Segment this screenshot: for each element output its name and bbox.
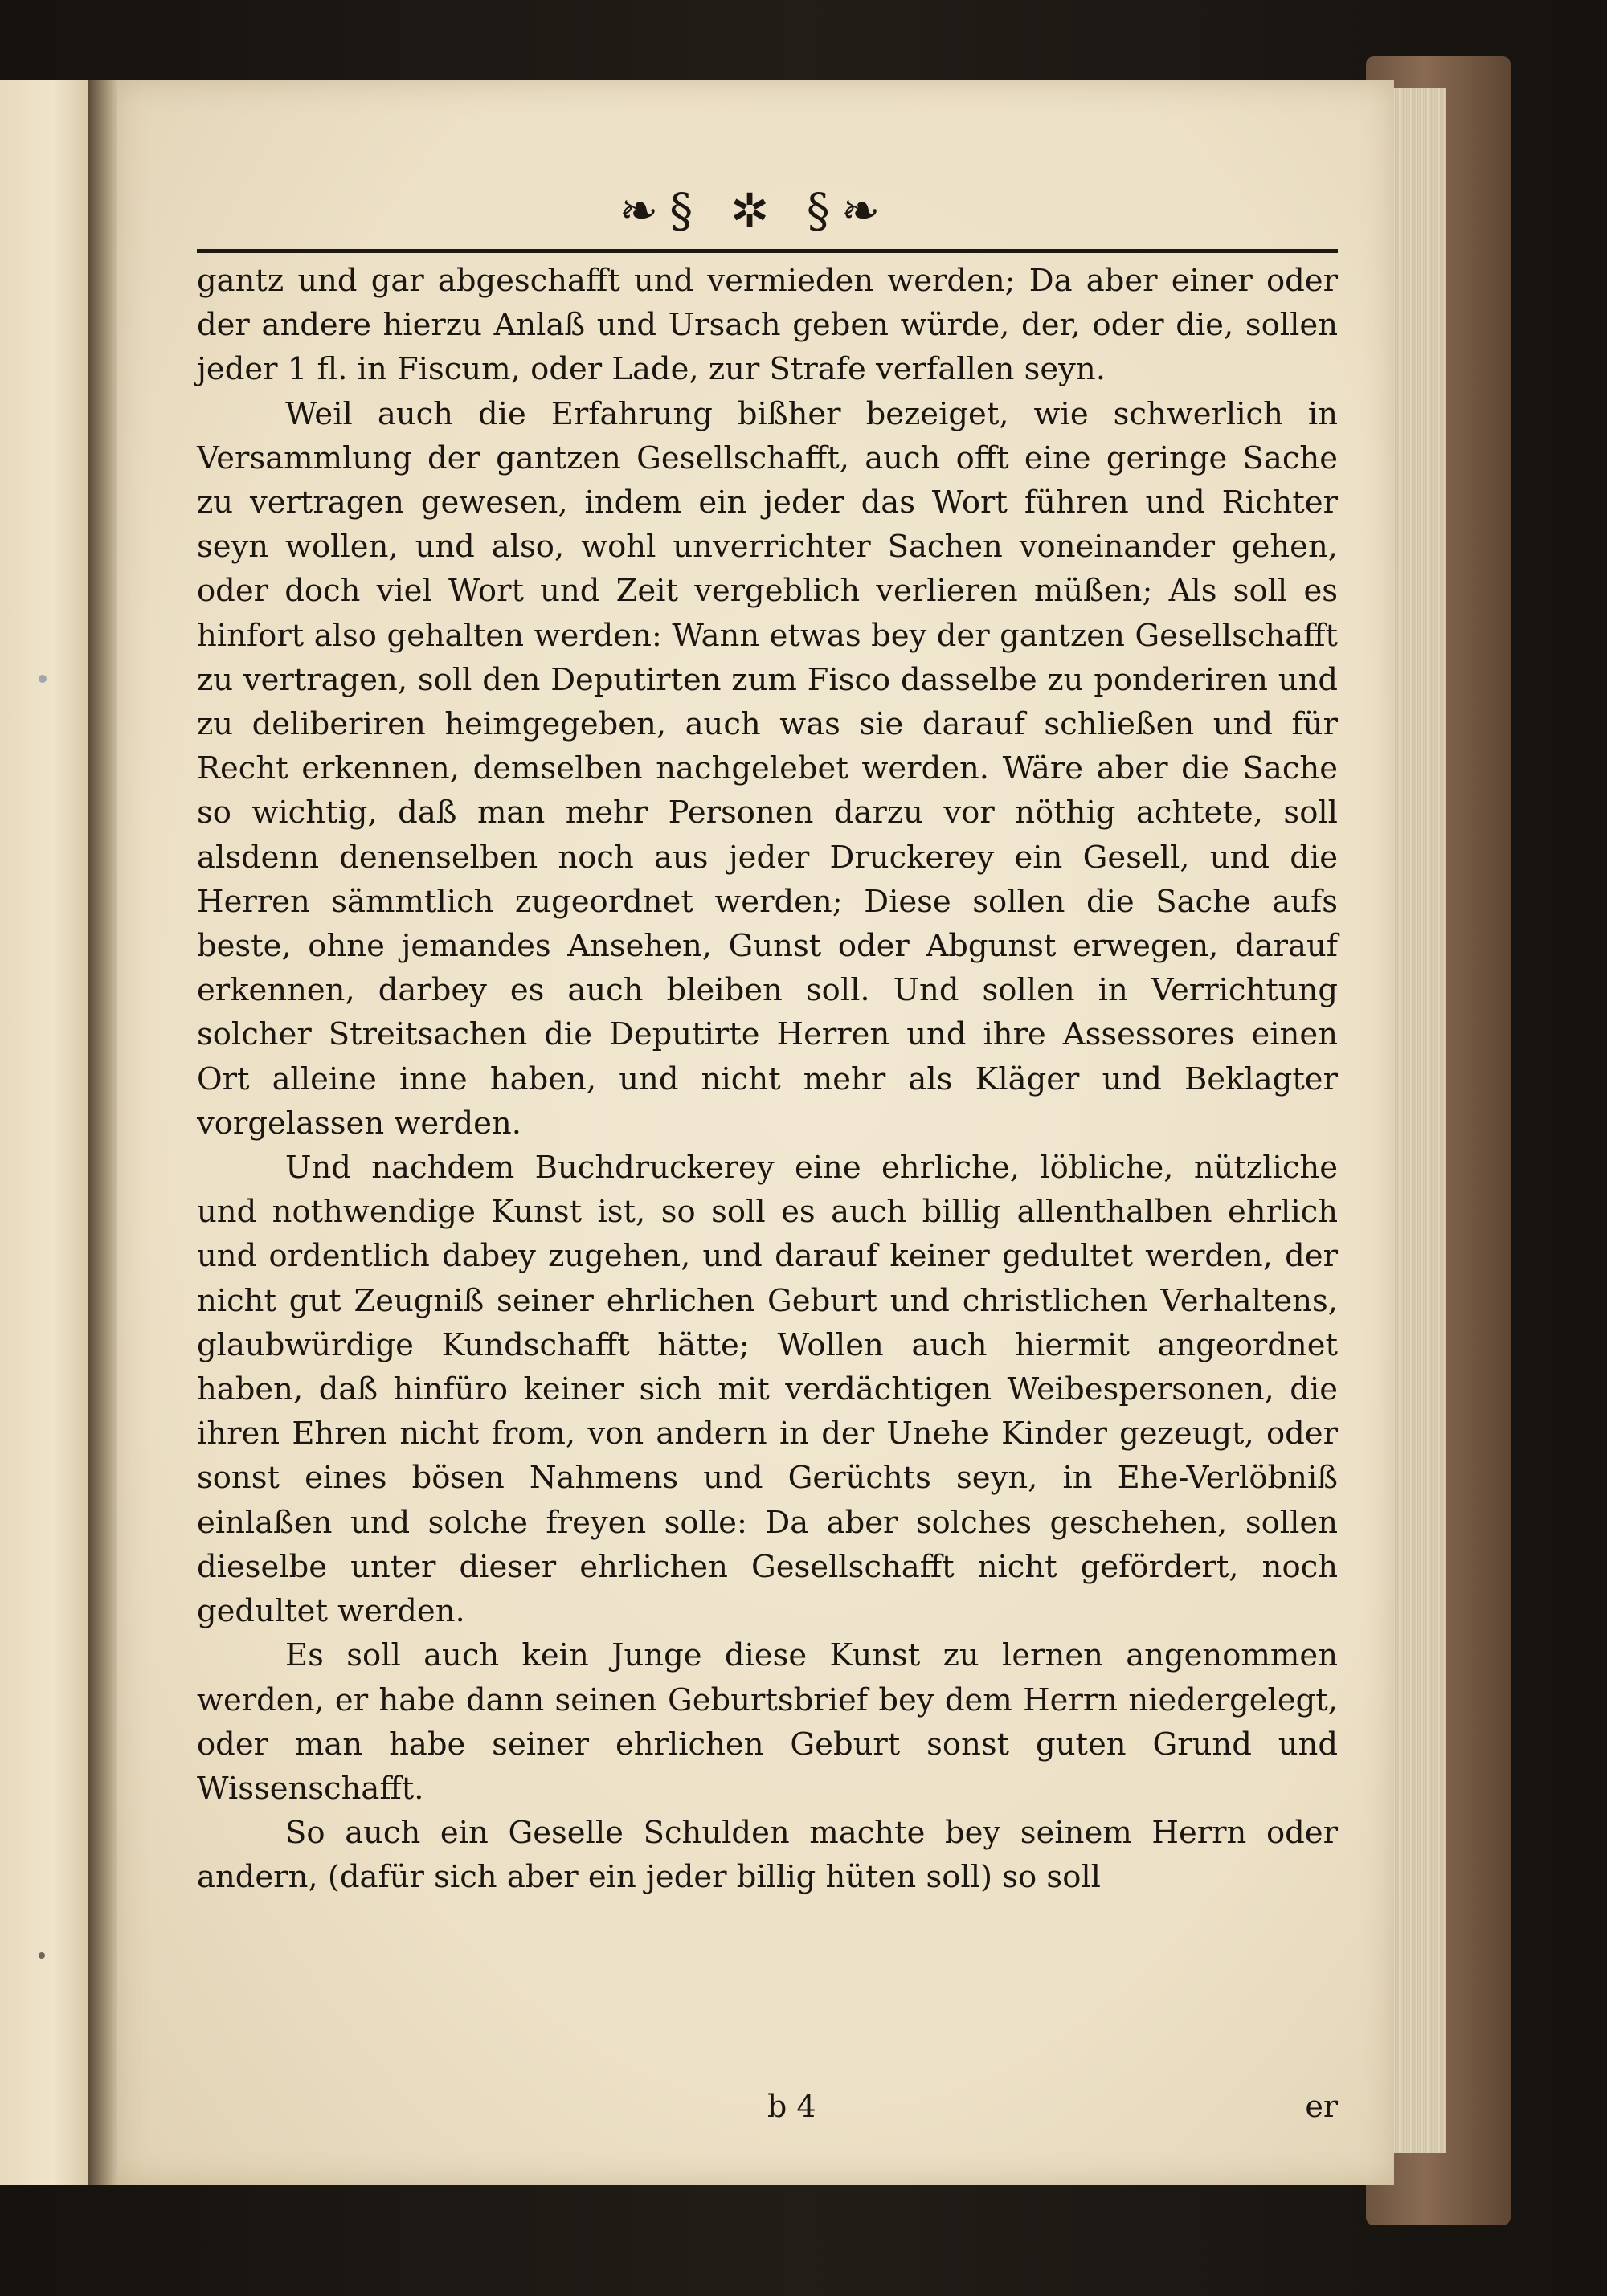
header-ornament: ❧§ ✲ §❧: [619, 183, 892, 238]
paragraph: Es soll auch kein Junge diese Kunst zu lernen angenommen werden, er habe dann seinen Geburtsbrief bey dem Herrn niedergelegt, oder man habe seiner ehrlichen Geburt sonst guten Grund und Wissenschafft.: [197, 1637, 1338, 1807]
header-rule: [197, 249, 1338, 253]
page-speck: [39, 675, 47, 683]
paragraph: So auch ein Geselle Schulden machte bey seinem Herrn oder andern, (dafür sich aber ein jeder billig hüten soll) so soll: [197, 1815, 1338, 1896]
previous-page-edge: [0, 80, 90, 2185]
page-footer: [197, 2089, 1338, 2137]
paragraph: Weil auch die Erfahrung bißher bezeiget, wie schwerlich in Versammlung der gantzen Gesellschafft, auch offt eine geringe Sache zu vertragen gewesen, indem ein jeder das Wort führen und Richter seyn wollen, und also, wohl unverrichter Sachen voneinander gehen, oder doch viel Wort und Zeit vergeblich verlieren müßen; Als soll es hinfort also gehalten werden: Wann etwas bey der gantzen Gesellschafft zu vertragen, soll den Deputirten zum Fisco dasselbe zu ponderiren und zu deliberiren heimgegeben, auch was sie darauf schließen und für Recht erkennen, demselben nachgelebet werden. Wäre aber die Sache so wichtig, daß man mehr Personen darzu vor nöthig achtete, soll alsdenn denenselben noch aus jeder Druckerey ein Gesell, und die Herren sämmtlich zugeordnet werden; Diese sollen die Sache aufs beste, ohne jemandes Ansehen, Gunst oder Abgunst erwegen, darauf erkennen, darbey es auch bleiben soll. Und sollen in Verrichtung solcher Streitsachen die Deputirte Herren und ihre Assessores einen Ort alleine inne haben, und nicht mehr als Kläger und Beklagter vorgelassen werden.: [197, 395, 1338, 1142]
catchword: er: [1305, 2089, 1338, 2124]
book-page: [117, 80, 1394, 2185]
book-gutter: [88, 80, 121, 2185]
signature-mark: b 4: [767, 2089, 816, 2124]
page-body: [197, 259, 1338, 1900]
paragraph: Und nachdem Buchdruckerey eine ehrliche, löbliche, nützliche und nothwendige Kunst ist, so soll es auch billig allenthalben ehrlich und ordentlich dabey zugehen, und darauf keiner gedultet werden, der nicht gut Zeugniß seiner ehrlichen Geburt und christlichen Verhaltens, glaubwürdige Kundschafft hätte; Wollen auch hiermit angeordnet haben, daß hinfüro keiner sich mit verdächtigen Weibespersonen, die ihren Ehren nicht from, von andern in der Unehe Kinder gezeugt, oder sonst eines bösen Nahmens und Gerüchts seyn, in Ehe-Verlöbniß einlaßen und solche freyen solle: Da aber solches geschehen, sollen dieselbe unter dieser ehrlichen Gesellschafft nicht gefördert, noch gedultet werden.: [197, 1150, 1338, 1630]
page-speck: [39, 1952, 45, 1959]
paragraph: gantz und gar abgeschafft und vermieden werden; Da aber einer oder der andere hierzu Anlaß und Ursach geben würde, der, oder die, sollen jeder 1 fl. in Fiscum, oder Lade, zur Strafe verfallen seyn.: [197, 263, 1338, 388]
page-fore-edge: [1390, 88, 1446, 2153]
